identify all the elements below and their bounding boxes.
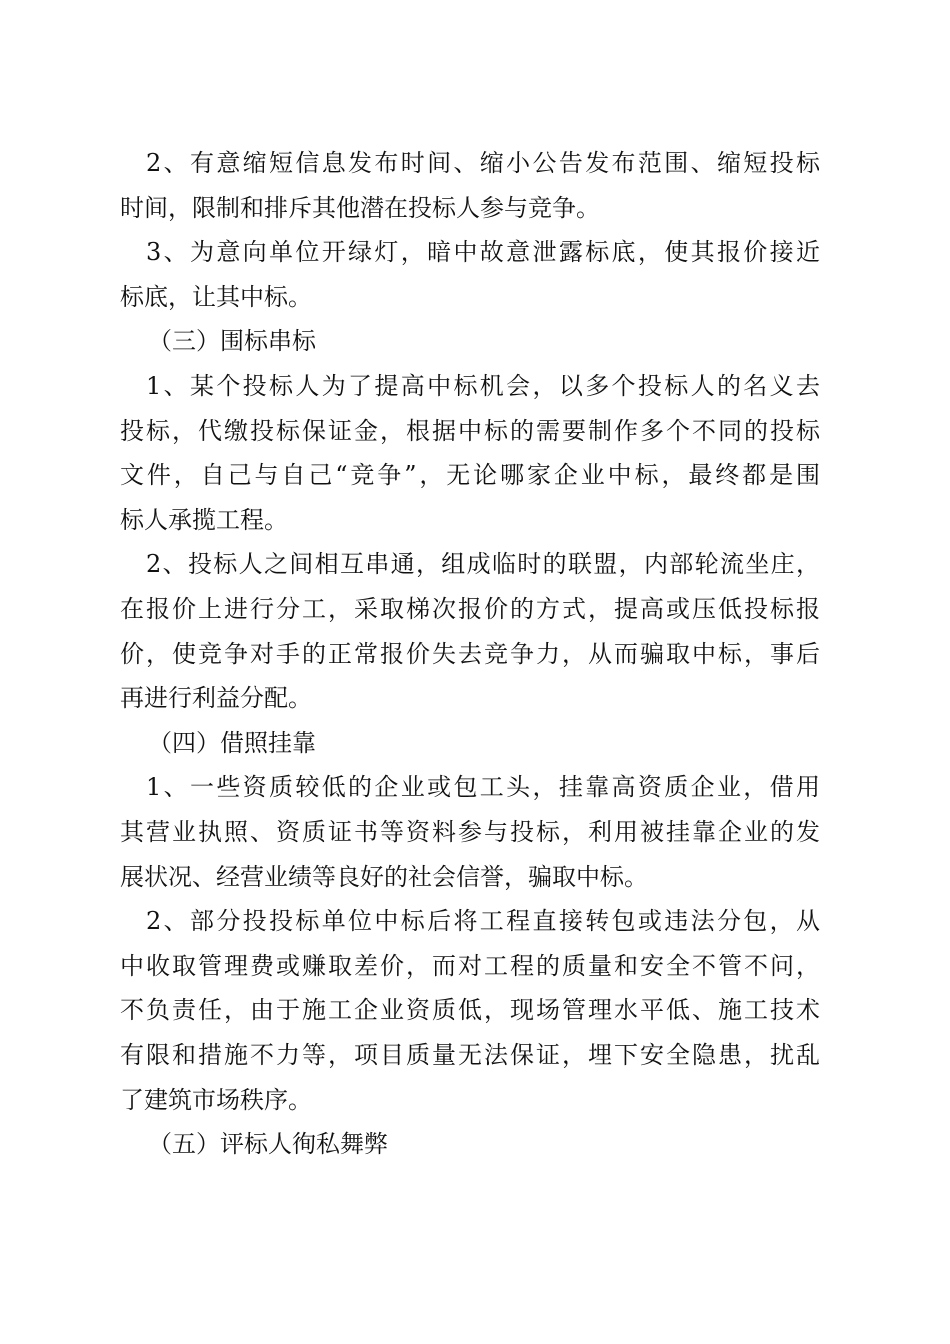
paragraph-line: 时间，限制和排斥其他潜在投标人参与竞争。 bbox=[120, 193, 600, 222]
paragraph-line: 有限和措施不力等，项目质量无法保证，埋下安全隐患，扰乱 bbox=[120, 1041, 820, 1069]
paragraph-line: 2、投标人之间相互串通，组成临时的联盟，内部轮流坐庄， bbox=[146, 550, 820, 579]
paragraph-line: 投标，代缴投标保证金，根据中标的需要制作多个不同的投标 bbox=[120, 416, 820, 445]
section-heading: （三）围标串标 bbox=[148, 327, 316, 356]
paragraph-line: 1、某个投标人为了提高中标机会，以多个投标人的名义去 bbox=[146, 372, 820, 400]
paragraph-line: 展状况、经营业绩等良好的社会信誉，骗取中标。 bbox=[120, 862, 648, 891]
section-heading: （四）借照挂靠 bbox=[148, 728, 316, 757]
paragraph-line: 2、部分投投标单位中标后将工程直接转包或违法分包，从 bbox=[146, 907, 820, 936]
paragraph-line: 在报价上进行分工，采取梯次报价的方式，提高或压低投标报 bbox=[120, 595, 820, 623]
paragraph-line: 1、一些资质较低的企业或包工头，挂靠高资质企业，借用 bbox=[146, 773, 820, 802]
section-heading: （五）评标人徇私舞弊 bbox=[148, 1130, 388, 1159]
paragraph-line: 价，使竞争对手的正常报价失去竞争力，从而骗取中标，事后 bbox=[120, 639, 820, 668]
paragraph-line: 不负责任，由于施工企业资质低，现场管理水平低、施工技术 bbox=[120, 996, 820, 1025]
paragraph-line: 再进行利益分配。 bbox=[120, 684, 312, 713]
paragraph-line: 其营业执照、资质证书等资料参与投标，利用被挂靠企业的发 bbox=[120, 818, 820, 846]
paragraph-line: 文件，自己与自己“竞争”，无论哪家企业中标，最终都是围 bbox=[120, 461, 820, 490]
paragraph-line: 2、有意缩短信息发布时间、缩小公告发布范围、缩短投标 bbox=[146, 149, 820, 177]
paragraph-line: 标人承揽工程。 bbox=[120, 505, 288, 534]
paragraph-line: 3、为意向单位开绿灯，暗中故意泄露标底，使其报价接近 bbox=[146, 238, 820, 267]
paragraph-line: 了建筑市场秩序。 bbox=[120, 1085, 312, 1114]
paragraph-line: 中收取管理费或赚取差价，而对工程的质量和安全不管不问， bbox=[120, 951, 820, 980]
paragraph-line: 标底，让其中标。 bbox=[120, 282, 312, 311]
